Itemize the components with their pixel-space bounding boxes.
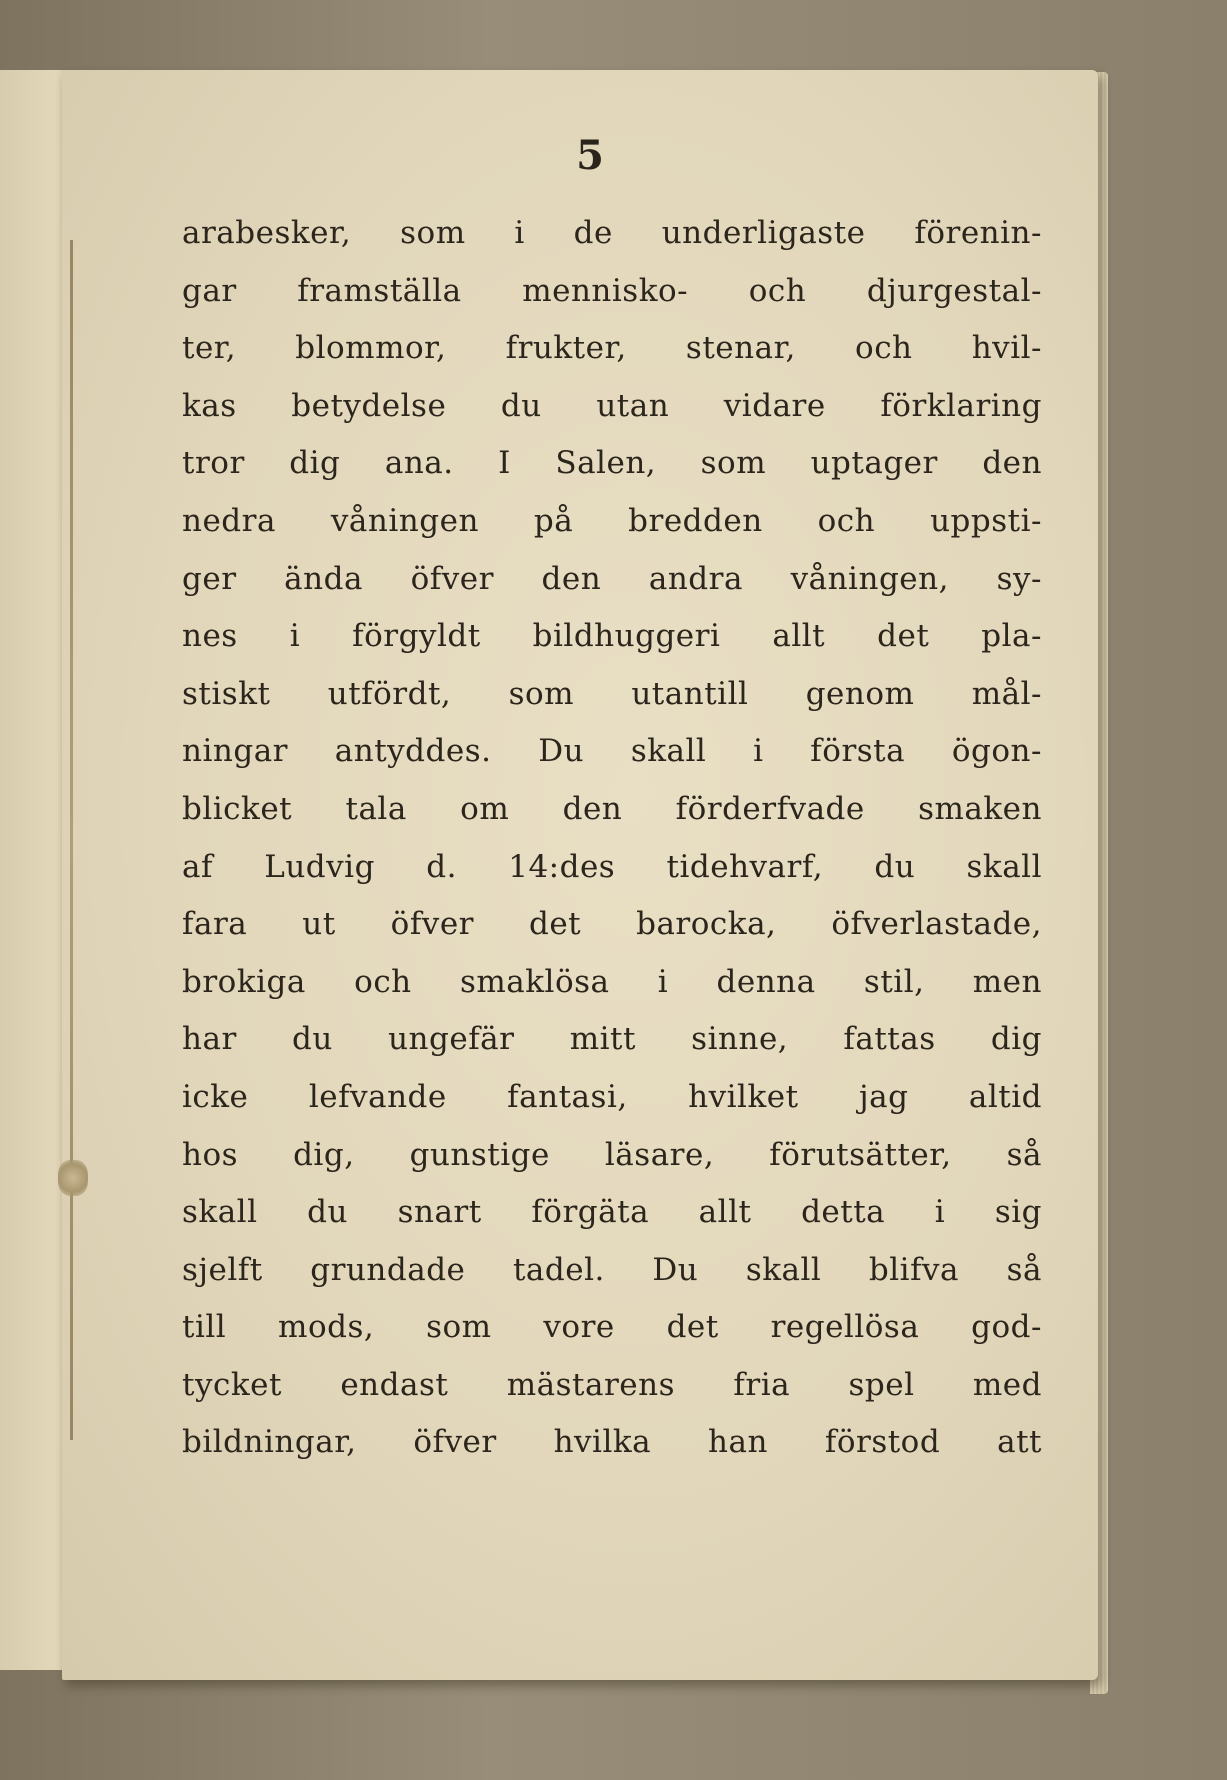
text-line: till mods, som vore det regellösa god- xyxy=(182,1309,1042,1346)
text-line: kas betydelse du utan vidare förklaring xyxy=(182,387,1042,424)
text-line: nes i förgyldt bildhuggeri allt det pla- xyxy=(182,618,1042,655)
text-line: hos dig, gunstige läsare, förutsätter, så xyxy=(182,1136,1042,1173)
text-line: blicket tala om den förderfvade smaken xyxy=(182,790,1042,827)
book-page xyxy=(62,70,1098,1680)
binding-thread xyxy=(70,240,73,1440)
text-line: nedra våningen på bredden och uppsti- xyxy=(182,502,1042,539)
text-line: icke lefvande fantasi, hvilket jag altid xyxy=(182,1078,1042,1115)
text-line: af Ludvig d. 14:des tidehvarf, du skall xyxy=(182,848,1042,885)
text-line: har du ungefär mitt sinne, fattas dig xyxy=(182,1021,1042,1058)
text-line: fara ut öfver det barocka, öfverlastade, xyxy=(182,906,1042,943)
text-line: skall du snart förgäta allt detta i sig xyxy=(182,1194,1042,1231)
text-line: tycket endast mästarens fria spel med xyxy=(182,1366,1042,1403)
text-line: arabesker, som i de underligaste förenin- xyxy=(182,215,1042,251)
text-line: gar framställa mennisko- och djurgestal- xyxy=(182,272,1042,309)
text-line: stiskt utfördt, som utantill genom mål- xyxy=(182,675,1042,712)
text-line: ningar antyddes. Du skall i första ögon- xyxy=(182,733,1042,770)
binding-knot xyxy=(58,1160,88,1196)
text-line: ter, blommor, frukter, stenar, och hvil- xyxy=(182,330,1042,367)
body-text xyxy=(182,205,1042,1472)
text-line: brokiga och smaklösa i denna stil, men xyxy=(182,963,1042,1000)
text-line: ger ända öfver den andra våningen, sy- xyxy=(182,560,1042,597)
text-line: sjelft grundade tadel. Du skall blifva så xyxy=(182,1251,1042,1288)
text-line: bildningar, öfver hvilka han förstod att xyxy=(182,1424,1042,1461)
page-number: 5 xyxy=(576,132,604,179)
text-line: tror dig ana. I Salen, som uptager den xyxy=(182,445,1042,482)
